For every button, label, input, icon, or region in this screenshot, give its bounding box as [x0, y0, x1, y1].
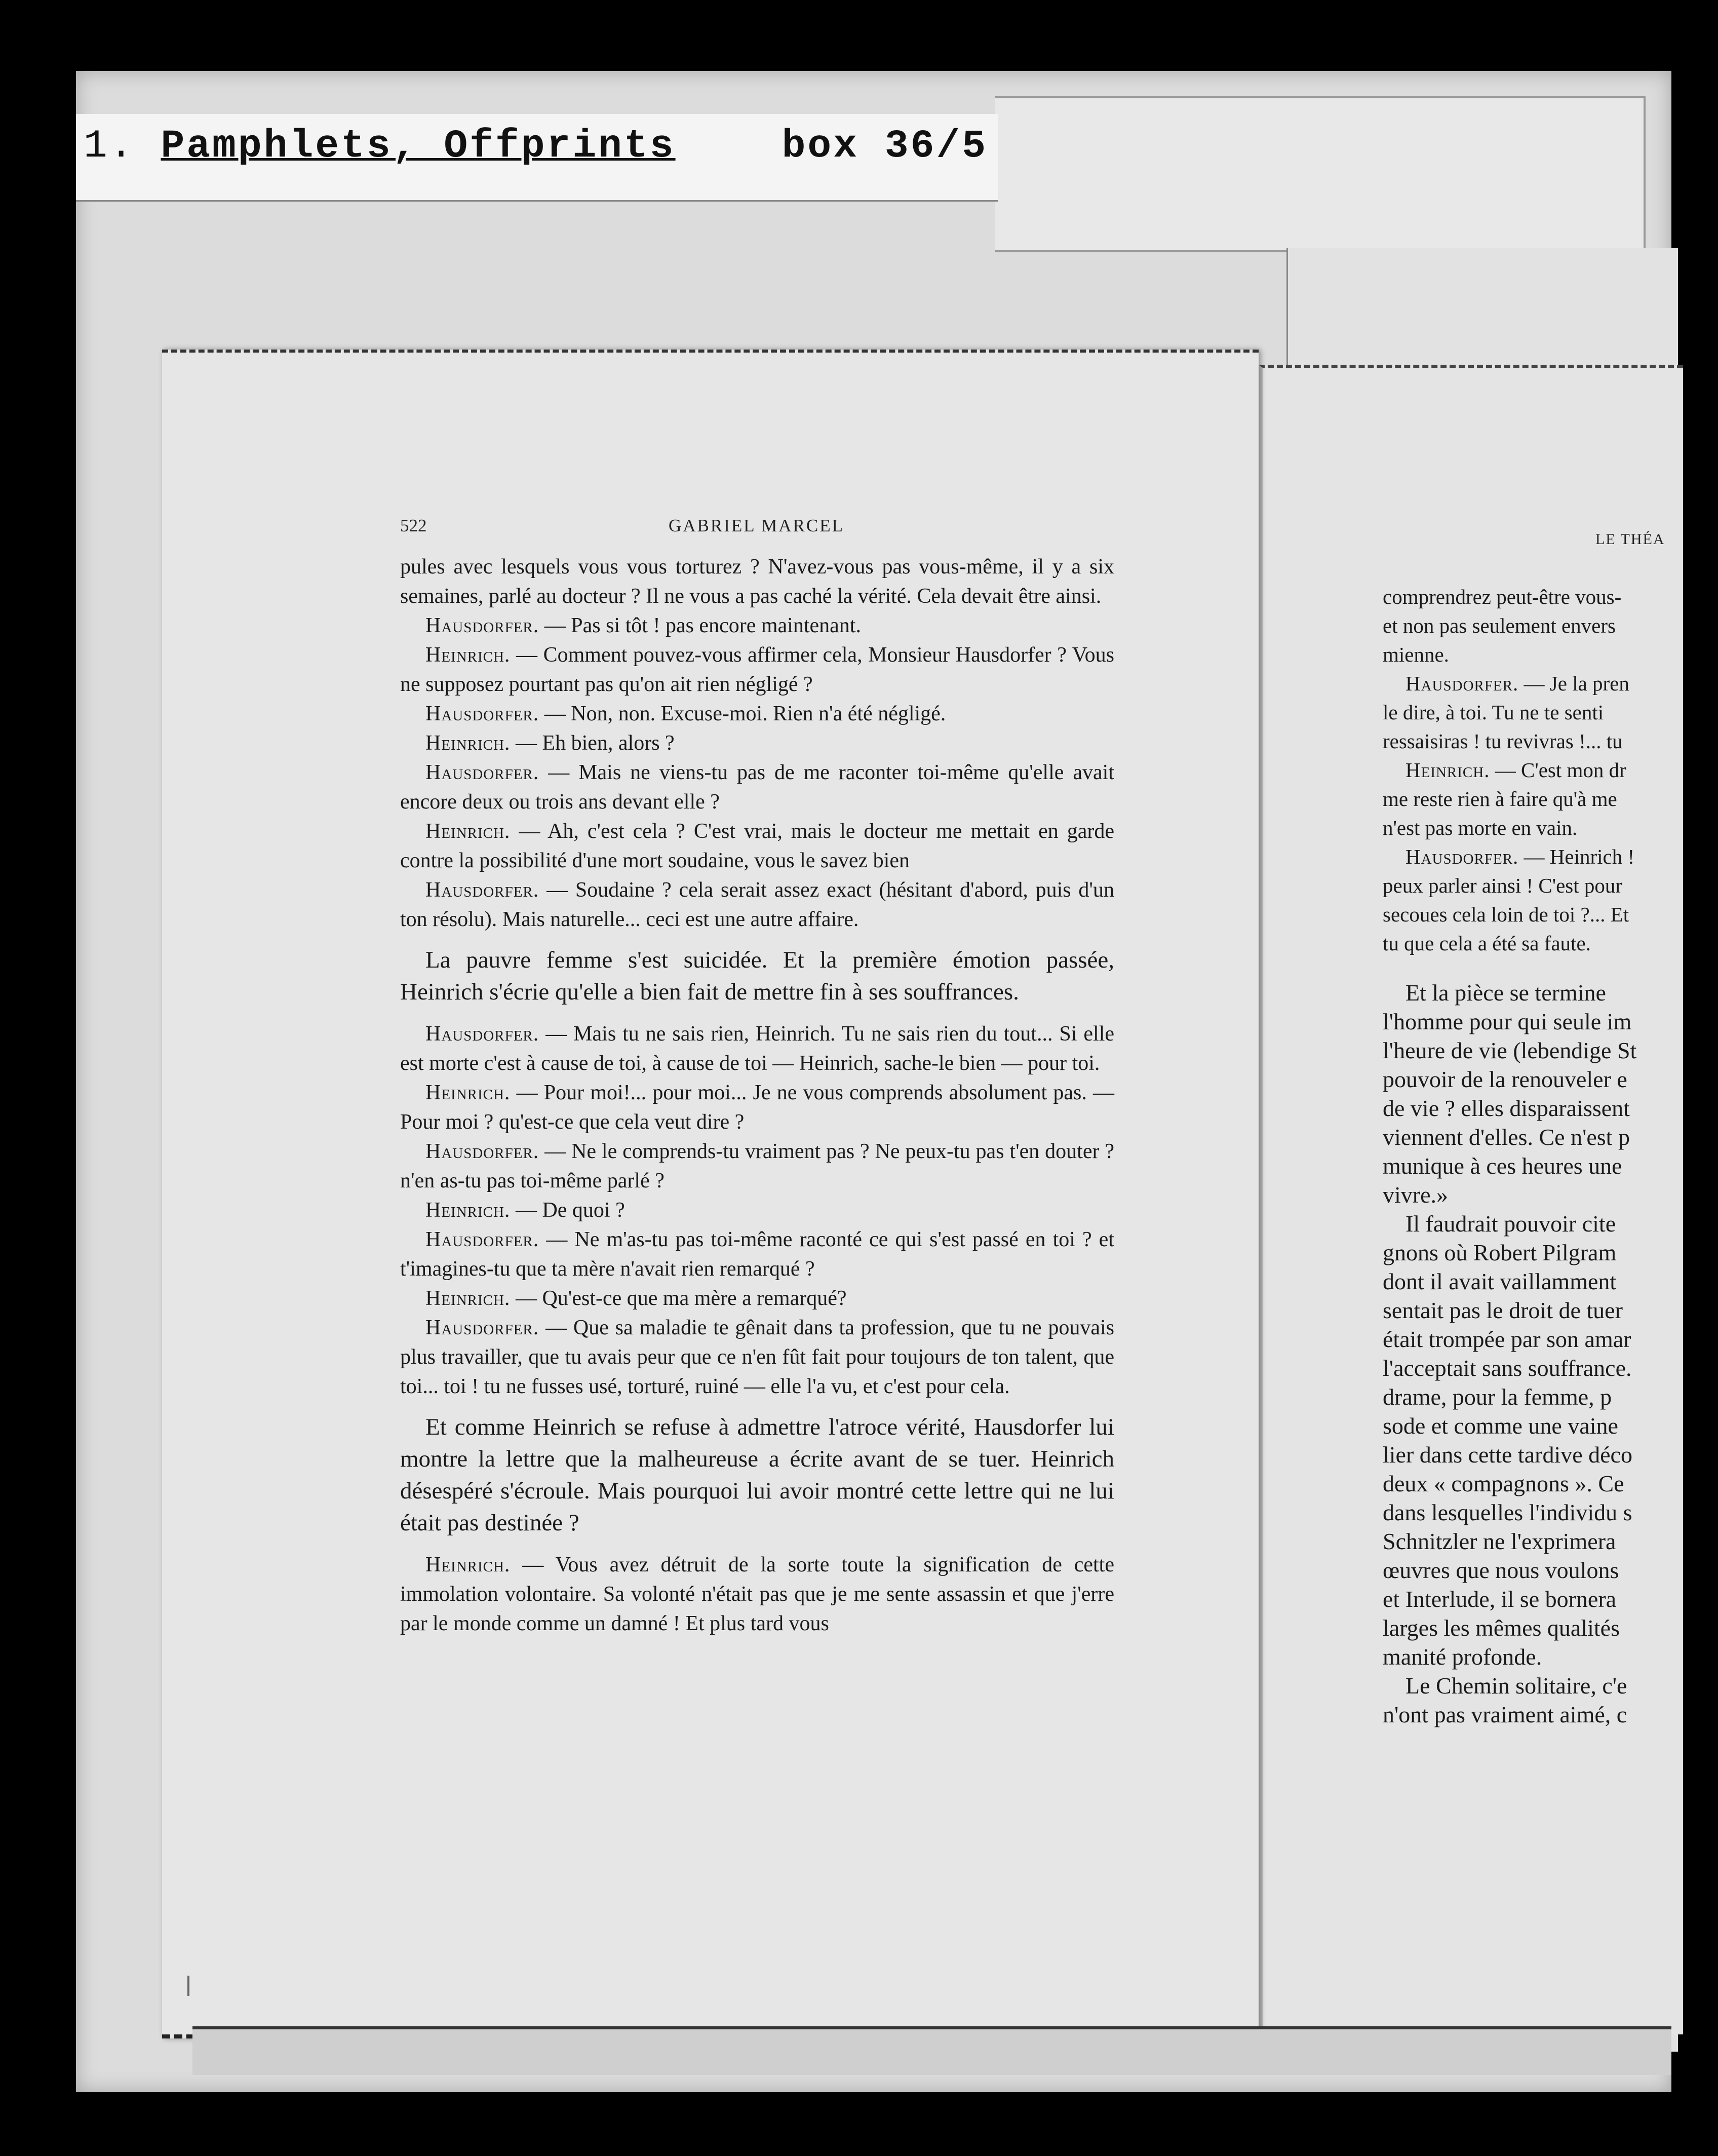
line-text: et non pas seulement envers: [1383, 614, 1616, 637]
paragraph-text: Et comme Heinrich se refuse à admettre l'atroce vérité, Hausdorfer lui montre la lettre que la malheureuse a écrite avant de se tuer. Heinrich désespéré s'écroule. Mais pourquoi lui avoir montré cette lettre qui ne lui était pas destinée ?: [400, 1414, 1114, 1536]
line-text: le dire, à toi. Tu ne te senti: [1383, 701, 1604, 724]
line-text: ressaisiras ! tu revivras !... tu: [1383, 729, 1623, 753]
text-line: [1383, 1382, 1707, 1411]
paragraph-text: — Soudaine ? cela serait assez exact (hésitant d'abord, puis d'un ton résolu). Mais naturelle... ceci est une autre affaire.: [400, 878, 1114, 931]
text-line: [1383, 1613, 1707, 1642]
dialogue-paragraph: [400, 728, 1114, 758]
speaker-name: Hausdorfer.: [425, 1228, 539, 1251]
line-text: Et la pièce se termine: [1405, 980, 1606, 1006]
line-text: viennent d'elles. Ce n'est p: [1383, 1124, 1630, 1150]
line-text: œuvres que nous voulons: [1383, 1557, 1619, 1583]
dialogue-paragraph: [400, 1225, 1114, 1284]
speaker-name: Heinrich.: [425, 732, 511, 755]
dialogue-paragraph: [400, 1313, 1114, 1401]
speaker-name: Heinrich.: [425, 820, 511, 843]
speaker-name: Hausdorfer.: [425, 878, 539, 902]
folder-tab: [995, 96, 1646, 252]
text-line: [1383, 611, 1707, 640]
line-text: Le Chemin solitaire, c'e: [1405, 1673, 1627, 1699]
paragraph-text: — Qu'est-ce que ma mère a remarqué?: [510, 1287, 847, 1310]
line-text: Schnitzler ne l'exprimera: [1383, 1528, 1616, 1554]
dialogue-paragraph: [400, 1196, 1114, 1225]
right-page-header: LE THÉA: [1595, 531, 1665, 548]
text-line: [1383, 727, 1707, 756]
text-line: [1383, 1094, 1707, 1123]
text-line: [1383, 1007, 1707, 1036]
line-text: gnons où Robert Pilgram: [1383, 1240, 1617, 1265]
speaker-name: Heinrich.: [425, 643, 511, 667]
text-line: [1383, 929, 1707, 958]
dialogue-paragraph: [400, 1078, 1114, 1137]
text-line: [1383, 785, 1707, 814]
speaker-name: Heinrich.: [1405, 758, 1490, 782]
text-line: [1383, 958, 1707, 978]
text-line: [1383, 640, 1707, 669]
text-line: [1383, 871, 1707, 900]
text-line: [1383, 1498, 1707, 1527]
speaker-name: Hausdorfer.: [1405, 672, 1519, 695]
line-text: et Interlude, il se bornera: [1383, 1586, 1617, 1612]
speaker-name: Hausdorfer.: [425, 614, 539, 637]
text-line: [1383, 1469, 1707, 1498]
dialogue-paragraph: [400, 1284, 1114, 1313]
line-text: munique à ces heures une: [1383, 1153, 1622, 1179]
text-line: [1383, 1354, 1707, 1382]
line-text: drame, pour la femme, p: [1383, 1384, 1612, 1410]
line-text: — C'est mon dr: [1490, 758, 1626, 782]
line-text: l'acceptait sans souffrance.: [1383, 1355, 1632, 1381]
label-box: box 36/5: [782, 124, 988, 169]
line-text: sode et comme une vaine: [1383, 1413, 1618, 1439]
text-line: [1383, 1151, 1707, 1180]
running-head: GABRIEL MARCEL: [669, 516, 844, 535]
line-text: n'est pas morte en vain.: [1383, 816, 1578, 839]
text-line: [1383, 756, 1707, 785]
paragraph-text: pules avec lesquels vous vous torturez ? N'avez-vous pas vous-même, il y a six semaines, parlé au docteur ? Il ne vous a pas caché la vérité. Cela devait être ainsi.: [400, 555, 1114, 608]
text-line: [1383, 1440, 1707, 1469]
text-line: [1383, 1036, 1707, 1065]
line-text: comprendrez peut-être vous-: [1383, 585, 1622, 608]
folder-bottom-edge: [192, 2026, 1671, 2075]
narrative-paragraph: [400, 1411, 1114, 1539]
left-page-body: [400, 552, 1114, 1638]
speaker-name: Hausdorfer.: [1405, 845, 1519, 868]
text-line: [1383, 900, 1707, 929]
text-line: [1383, 669, 1707, 698]
text-line: [1383, 1527, 1707, 1556]
paragraph-text: — Mais tu ne sais rien, Heinrich. Tu ne sais rien du tout... Si elle est morte c'est à cause de toi, à cause de toi — Heinrich, sache-le bien — pour toi.: [400, 1022, 1114, 1075]
dialogue-paragraph: [400, 758, 1114, 817]
paragraph-text: — Eh bien, alors ?: [510, 732, 675, 755]
text-line: [1383, 1642, 1707, 1671]
dialogue-paragraph: [400, 1019, 1114, 1078]
line-text: vivre.»: [1383, 1182, 1449, 1208]
text-line: [1383, 1065, 1707, 1094]
narrative-paragraph: [400, 944, 1114, 1008]
paragraph-text: — Pas si tôt ! pas encore maintenant.: [539, 614, 861, 637]
text-line: [1383, 1296, 1707, 1325]
text-line: [1383, 1267, 1707, 1296]
line-text: l'homme pour qui seule im: [1383, 1009, 1632, 1034]
text-paragraph: [400, 552, 1114, 611]
text-line: [1383, 698, 1707, 727]
text-line: [1383, 1238, 1707, 1267]
paragraph-text: — Vous avez détruit de la sorte toute la signification de cette immolation volontaire. Sa volonté n'était pas que je me sente assassin et que j'erre par le monde comme un damné ! Et plus tard vous: [400, 1553, 1114, 1635]
text-line: [1383, 1123, 1707, 1151]
speaker-name: Hausdorfer.: [425, 761, 539, 784]
dialogue-paragraph: [400, 640, 1114, 699]
speaker-name: Heinrich.: [425, 1553, 511, 1576]
dialogue-paragraph: [400, 1550, 1114, 1638]
line-text: l'heure de vie (lebendige St: [1383, 1037, 1637, 1063]
paragraph-text: — Comment pouvez-vous affirmer cela, Monsieur Hausdorfer ? Vous ne supposez pourtant pas qu'on ait rien négligé ?: [400, 643, 1114, 696]
paragraph-text: — Pour moi!... pour moi... Je ne vous comprends absolument pas. — Pour moi ? qu'est-ce que cela veut dire ?: [400, 1081, 1114, 1134]
right-page-body: [1383, 583, 1707, 1729]
dialogue-paragraph: [400, 875, 1114, 934]
label-number: 1.: [84, 124, 135, 169]
text-line: [1383, 842, 1707, 871]
line-text: de vie ? elles disparaissent: [1383, 1095, 1630, 1121]
line-text: larges les mêmes qualités: [1383, 1615, 1620, 1641]
line-text: dont il avait vaillamment: [1383, 1268, 1617, 1294]
line-text: mienne.: [1383, 643, 1449, 666]
text-line: [1383, 1556, 1707, 1585]
paragraph-text: — Mais ne viens-tu pas de me raconter toi-même qu'elle avait encore deux ou trois ans devant elle ?: [400, 761, 1114, 814]
dialogue-paragraph: [400, 817, 1114, 875]
label-title: Pamphlets, Offprints: [161, 124, 676, 169]
margin-mark: [187, 1976, 189, 1996]
line-text: — Je la pren: [1518, 672, 1629, 695]
speaker-name: Hausdorfer.: [425, 1140, 539, 1163]
text-line: [1383, 583, 1707, 611]
text-line: [1383, 1671, 1707, 1700]
paragraph-text: — Non, non. Excuse-moi. Rien n'a été négligé.: [539, 702, 946, 725]
line-text: lier dans cette tardive déco: [1383, 1442, 1632, 1468]
line-text: deux « compagnons ». Ce: [1383, 1471, 1624, 1496]
dialogue-paragraph: [400, 611, 1114, 640]
line-text: manité profonde.: [1383, 1644, 1542, 1670]
dialogue-paragraph: [400, 699, 1114, 728]
text-line: [1383, 1700, 1707, 1729]
line-text: n'ont pas vraiment aimé, c: [1383, 1702, 1627, 1727]
paragraph-text: — Ah, c'est cela ? C'est vrai, mais le docteur me mettait en garde contre la possibilité d'une mort soudaine, vous le savez bien: [400, 820, 1114, 872]
line-text: secoues cela loin de toi ?... Et: [1383, 903, 1629, 926]
speaker-name: Heinrich.: [425, 1199, 511, 1222]
paragraph-text: La pauvre femme s'est suicidée. Et la première émotion passée, Heinrich s'écrie qu'elle a bien fait de mettre fin à ses souffrances.: [400, 947, 1114, 1005]
paragraph-text: — Que sa maladie te gênait dans ta profession, que tu ne pouvais plus travailler, que tu avais peur que ce n'en fût fait pour toujours de ton talent, que toi... toi ! tu ne fusses usé, torturé, ruiné — elle l'a vu, et c'est pour cela.: [400, 1316, 1114, 1398]
paragraph-text: — Ne le comprends-tu vraiment pas ? Ne peux-tu pas t'en douter ? n'en as-tu pas toi-même parlé ?: [400, 1140, 1114, 1192]
text-line: [1383, 1325, 1707, 1354]
archive-label-text: [84, 124, 988, 169]
line-text: tu que cela a été sa faute.: [1383, 932, 1591, 955]
page-number: 522: [400, 516, 427, 535]
paragraph-text: — De quoi ?: [510, 1199, 625, 1222]
speaker-name: Hausdorfer.: [425, 1022, 539, 1046]
text-line: [1383, 1180, 1707, 1209]
line-text: sentait pas le droit de tuer: [1383, 1297, 1623, 1323]
text-line: [1383, 1585, 1707, 1613]
line-text: était trompée par son amar: [1383, 1326, 1631, 1352]
speaker-name: Hausdorfer.: [425, 1316, 539, 1339]
line-text: me reste rien à faire qu'à me: [1383, 787, 1617, 811]
dialogue-paragraph: [400, 1137, 1114, 1196]
text-line: [1383, 978, 1707, 1007]
line-text: pouvoir de la renouveler e: [1383, 1066, 1627, 1092]
line-text: dans lesquelles l'individu s: [1383, 1499, 1632, 1525]
paragraph-text: — Ne m'as-tu pas toi-même raconté ce qui s'est passé en toi ? et t'imagines-tu que ta mère n'avait rien remarqué ?: [400, 1228, 1114, 1281]
line-text: — Heinrich !: [1518, 845, 1635, 868]
speaker-name: Heinrich.: [425, 1287, 511, 1310]
speaker-name: Heinrich.: [425, 1081, 511, 1104]
left-page-header: [400, 516, 1114, 541]
text-line: [1383, 1411, 1707, 1440]
line-text: peux parler ainsi ! C'est pour: [1383, 874, 1623, 897]
speaker-name: Hausdorfer.: [425, 702, 539, 725]
text-line: [1383, 814, 1707, 842]
text-line: [1383, 1209, 1707, 1238]
line-text: Il faudrait pouvoir cite: [1405, 1211, 1616, 1237]
